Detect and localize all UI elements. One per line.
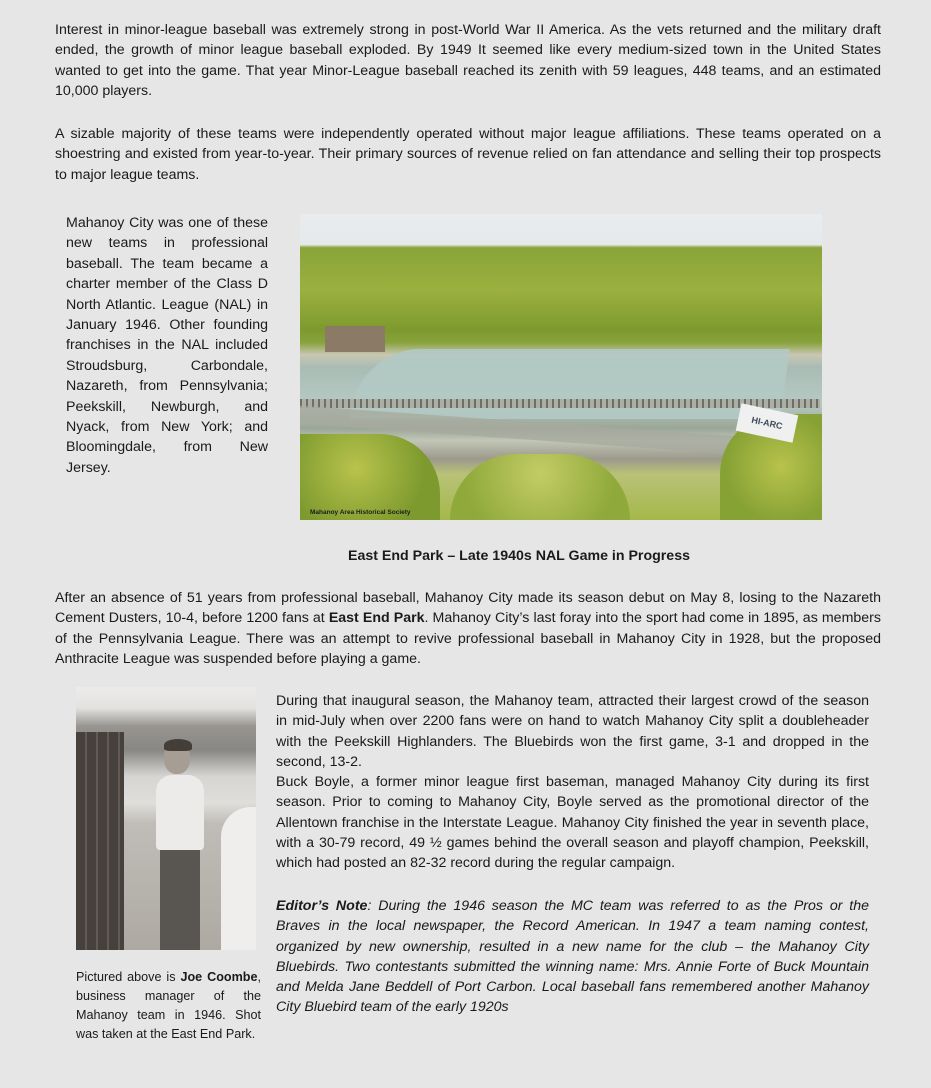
photo-trees: [450, 454, 630, 520]
buck-boyle-paragraph: Buck Boyle, a former minor league first baseman, managed Mahanoy City during its first season. Prior to coming to Mahanoy City, Boyle served as the promotional director of the Allentown franchise in the Interstate League. Mahanoy City finished the year in seventh place, with a 30-79 record, 49 ½ games behind the overall season and playoff champion, Peekskill, which had posted an 82-32 record during the regular campaign.: [276, 774, 869, 872]
person-photo-caption: [76, 968, 261, 1044]
intro-paragraph: Interest in minor-league baseball was extremely strong in post-World War II America. As the vets returned and the military draft ended, the growth of minor league baseball exploded. By 1949 It seemed like every medium-sized town in the United States wanted to get into the game. That year Minor-League baseball reached its zenith with 59 leagues, 448 teams, and an estimated 10,000 players.: [55, 22, 881, 99]
text-span: Pictured above is: [76, 970, 181, 984]
photo-blur: [221, 807, 256, 950]
independent-teams-paragraph: A sizable majority of these teams were independently operated without major league affiliations. These teams operated on a shoestring and existed from year-to-year. Their primary sources of revenue relied on fan attendance and selling their top prospects to major league teams.: [55, 126, 881, 183]
text-span: . Mahanoy City’s last foray into the sport had come in 1895, as members of the Pennsylvania League. There was an attempt to revive professional baseball in Mahanoy City in 1928, but the proposed Anthracite League was suspended before playing a game.: [55, 610, 881, 667]
text-span: , business manager of the Mahanoy team in 1946. Shot was taken at the East End Park.: [76, 970, 261, 1041]
editors-note-text: : During the 1946 season the MC team was referred to as the Pros or the Braves in the local newspaper, the Record American. In 1947 a team naming contest, organized by new ownership, resulted in a new name for the club – the Mahanoy City Bluebirds. Two contestants submitted the winning name: Mrs. Annie Forte of Buck Mountain and Melda Jane Beddell of Port Carbon. Local baseball fans remembered another Mahanoy City Bluebird team of the early 1920s: [276, 898, 869, 1016]
photo-trees: [300, 434, 440, 520]
photo-credit: Mahanoy Area Historical Society: [310, 509, 411, 516]
photo-houses: [325, 326, 385, 352]
east-end-park-bold: East End Park: [328, 610, 425, 627]
photo-billboard: HI-ARC: [736, 403, 799, 442]
season-debut-paragraph: [55, 588, 881, 669]
editors-note-label: Editor’s Note: [276, 898, 368, 914]
photo-person: [160, 847, 200, 950]
mahanoy-sidebar-text: Mahanoy City was one of these new teams in professional baseball. The team became a charter member of the Class D North Atlantic. League (NAL) in January 1946. Other founding franchises in the NAL included Stroudsburg, Carbondale, Nazareth, from Pennsylvania; Peekskill, Newburgh, and Nyack, from New York; and Bloomingdale, from New Jersey.: [66, 215, 268, 476]
joe-coombe-bold: Joe Coombe: [180, 970, 258, 984]
editors-note: [276, 896, 869, 1018]
east-end-park-photo: [300, 214, 822, 520]
photo-dugout-wall: [76, 732, 124, 950]
park-photo-caption: East End Park – Late 1940s NAL Game in Progress: [348, 548, 690, 564]
photo-person: [156, 775, 204, 850]
joe-coombe-photo: [76, 687, 256, 950]
photo-ballfield: [350, 349, 790, 419]
photo-person: [164, 739, 192, 751]
inaugural-season-block: [276, 691, 869, 874]
crowd-paragraph: During that inaugural season, the Mahanoy team, attracted their largest crowd of the season in mid-July when over 2200 fans were on hand to watch Mahanoy City split a doubleheader with the Peekskill Highlanders. The Bluebirds won the first game, 3-1 and dropped in the second, 13-2.: [276, 693, 869, 770]
text-span: After an absence of 51 years from professional baseball, Mahanoy City made its season debut on May 8, losing to the Nazareth Cement Dusters, 10-4, before 1200 fans at: [55, 590, 881, 627]
